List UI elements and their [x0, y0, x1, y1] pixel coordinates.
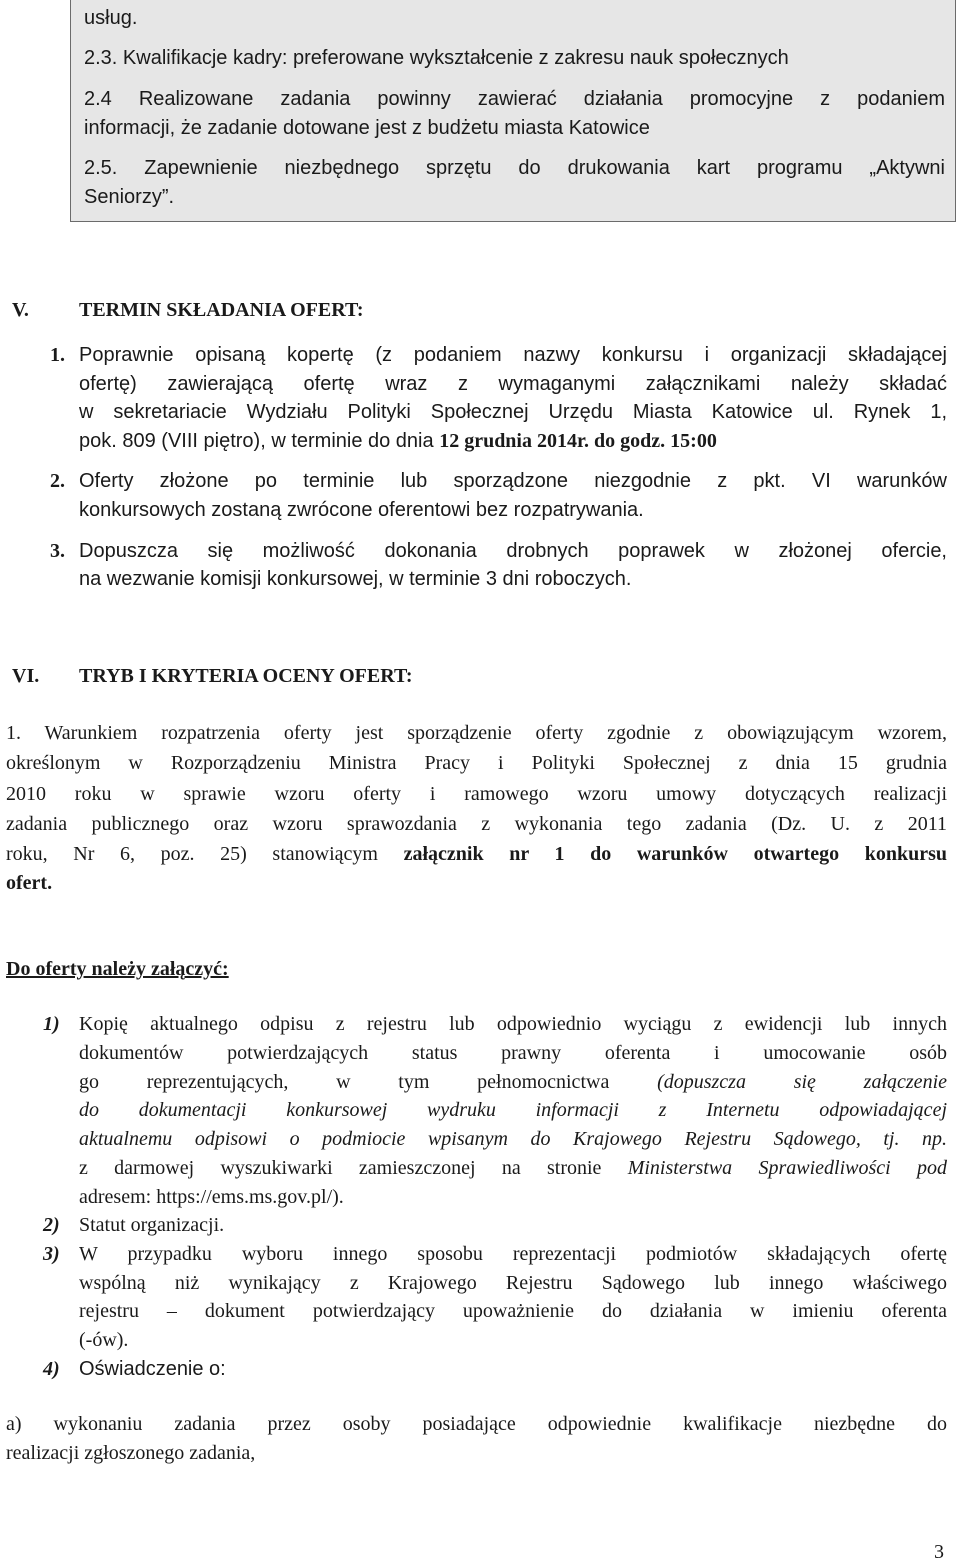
v-p1-line2: ofertę) zawierającą ofertę wraz z wymaganymi załącznikami należy składać	[79, 373, 947, 395]
submission-deadline: 12 grudnia 2014r. do godz. 15:00	[439, 430, 717, 452]
statement-a-line2: realizacji zgłoszonego zadania,	[6, 1442, 256, 1464]
attachment-3-line1: W przypadku wyboru innego sposobu reprezentacji podmiotów składających ofertę	[79, 1243, 947, 1265]
attachment-1-line3-text: go reprezentujących, w tym pełnomocnictwa	[79, 1071, 658, 1093]
section-vi-number: VI.	[12, 665, 40, 687]
attachment-4-text: Oświadczenie o:	[79, 1358, 226, 1380]
box-item-2-4-line1: 2.4 Realizowane zadania powinny zawierać działania promocyjne z podaniem	[84, 88, 945, 110]
section-v-title: TERMIN SKŁADANIA OFERT:	[79, 299, 364, 321]
v-p3-number: 3.	[50, 540, 65, 562]
v-p3-line1: Dopuszcza się możliwość dokonania drobnych poprawek w złożonej ofercie,	[79, 540, 947, 562]
section-vi-title: TRYB I KRYTERIA OCENY OFERT:	[79, 665, 413, 687]
attachment-1-line7: adresem: https://ems.ms.gov.pl/).	[79, 1186, 344, 1208]
v-p1-line3: w sekretariacie Wydziału Polityki Społecznej Urzędu Miasta Katowice ul. Rynek 1,	[79, 401, 947, 423]
attachment-2-text: Statut organizacji.	[79, 1214, 225, 1236]
attachments-heading: Do oferty należy załączyć:	[6, 958, 229, 980]
box-item-2-5-line1: 2.5. Zapewnienie niezbędnego sprzętu do drukowania kart programu „Aktywni	[84, 157, 945, 179]
attachment-2-number: 2)	[43, 1214, 60, 1236]
v-p3-line2: na wezwanie komisji konkursowej, w terminie 3 dni roboczych.	[79, 568, 632, 590]
vi-p1-line5-text: roku, Nr 6, poz. 25) stanowiącym	[6, 843, 404, 865]
v-p1-line4	[79, 429, 717, 453]
box-top-fragment: usług.	[84, 7, 138, 29]
attachment-1-line2: dokumentów potwierdzających status prawny oferenta i umocowanie osób	[79, 1042, 947, 1064]
attachment-1-line3-italic: (dopuszcza się załączenie	[657, 1071, 947, 1093]
attachment-3-number: 3)	[43, 1243, 60, 1265]
attachment-1-number: 1)	[43, 1013, 60, 1035]
v-p2-number: 2.	[50, 470, 65, 492]
page-number: 3	[934, 1541, 944, 1563]
v-p2-line1: Oferty złożone po terminie lub sporządzone niezgodnie z pkt. VI warunków	[79, 470, 947, 492]
v-p1-number: 1.	[50, 344, 65, 366]
attachment-reference: załącznik nr 1 do warunków otwartego konkursu	[403, 843, 947, 865]
box-item-2-4-line2: informacji, że zadanie dotowane jest z budżetu miasta Katowice	[84, 117, 650, 139]
attachment-3-line4: (-ów).	[79, 1329, 129, 1351]
vi-p1-line4: zadania publicznego oraz wzoru sprawozdania z wykonania tego zadania (Dz. U. z 2011	[6, 813, 947, 835]
vi-p1-line5	[6, 842, 947, 866]
v-p1-line1: Poprawnie opisaną kopertę (z podaniem nazwy konkursu i organizacji składającej	[79, 344, 947, 366]
attachment-3-line2: wspólną niż wynikający z Krajowego Rejestru Sądowego lub innego właściwego	[79, 1272, 947, 1294]
section-v-number: V.	[12, 299, 29, 321]
attachment-1-line6	[79, 1156, 947, 1180]
attachment-1-line4: do dokumentacji konkursowej wydruku informacji z Internetu odpowiadającej	[79, 1099, 947, 1121]
vi-p1-line1: 1. Warunkiem rozpatrzenia oferty jest sporządzenie oferty zgodnie z obowiązującym wzorem,	[6, 722, 947, 744]
vi-p1-line3: 2010 roku w sprawie wzoru oferty i ramowego wzoru umowy dotyczących realizacji	[6, 783, 947, 805]
attachment-1-line5: aktualnemu odpisowi o podmiocie wpisanym do Krajowego Rejestru Sądowego, tj. np.	[79, 1128, 947, 1150]
box-item-2-5-line2: Seniorzy”.	[84, 186, 175, 208]
vi-p1-line6: ofert.	[6, 872, 53, 894]
statement-a-line1: a) wykonaniu zadania przez osoby posiadające odpowiednie kwalifikacje niezbędne do	[6, 1413, 947, 1435]
attachment-1-line6-text: z darmowej wyszukiwarki zamieszczonej na stronie	[79, 1157, 628, 1179]
v-p1-line4-text: pok. 809 (VIII piętro), w terminie do dnia	[79, 430, 440, 452]
attachment-1-line3	[79, 1070, 947, 1094]
attachment-4-number: 4)	[43, 1358, 60, 1380]
v-p2-line2: konkursowych zostaną zwrócone oferentowi bez rozpatrywania.	[79, 499, 644, 521]
attachment-1-line1: Kopię aktualnego odpisu z rejestru lub odpowiednio wyciągu z ewidencji lub innych	[79, 1013, 947, 1035]
vi-p1-line2: określonym w Rozporządzeniu Ministra Pracy i Polityki Społecznej z dnia 15 grudnia	[6, 752, 947, 774]
attachment-1-line6-italic: Ministerstwa Sprawiedliwości pod	[627, 1157, 947, 1179]
conditions-box	[70, 0, 956, 222]
attachment-3-line3: rejestru – dokument potwierdzający upoważnienie do działania w imieniu oferenta	[79, 1300, 947, 1322]
box-item-2-3: 2.3. Kwalifikacje kadry: preferowane wykształcenie z zakresu nauk społecznych	[84, 47, 789, 69]
